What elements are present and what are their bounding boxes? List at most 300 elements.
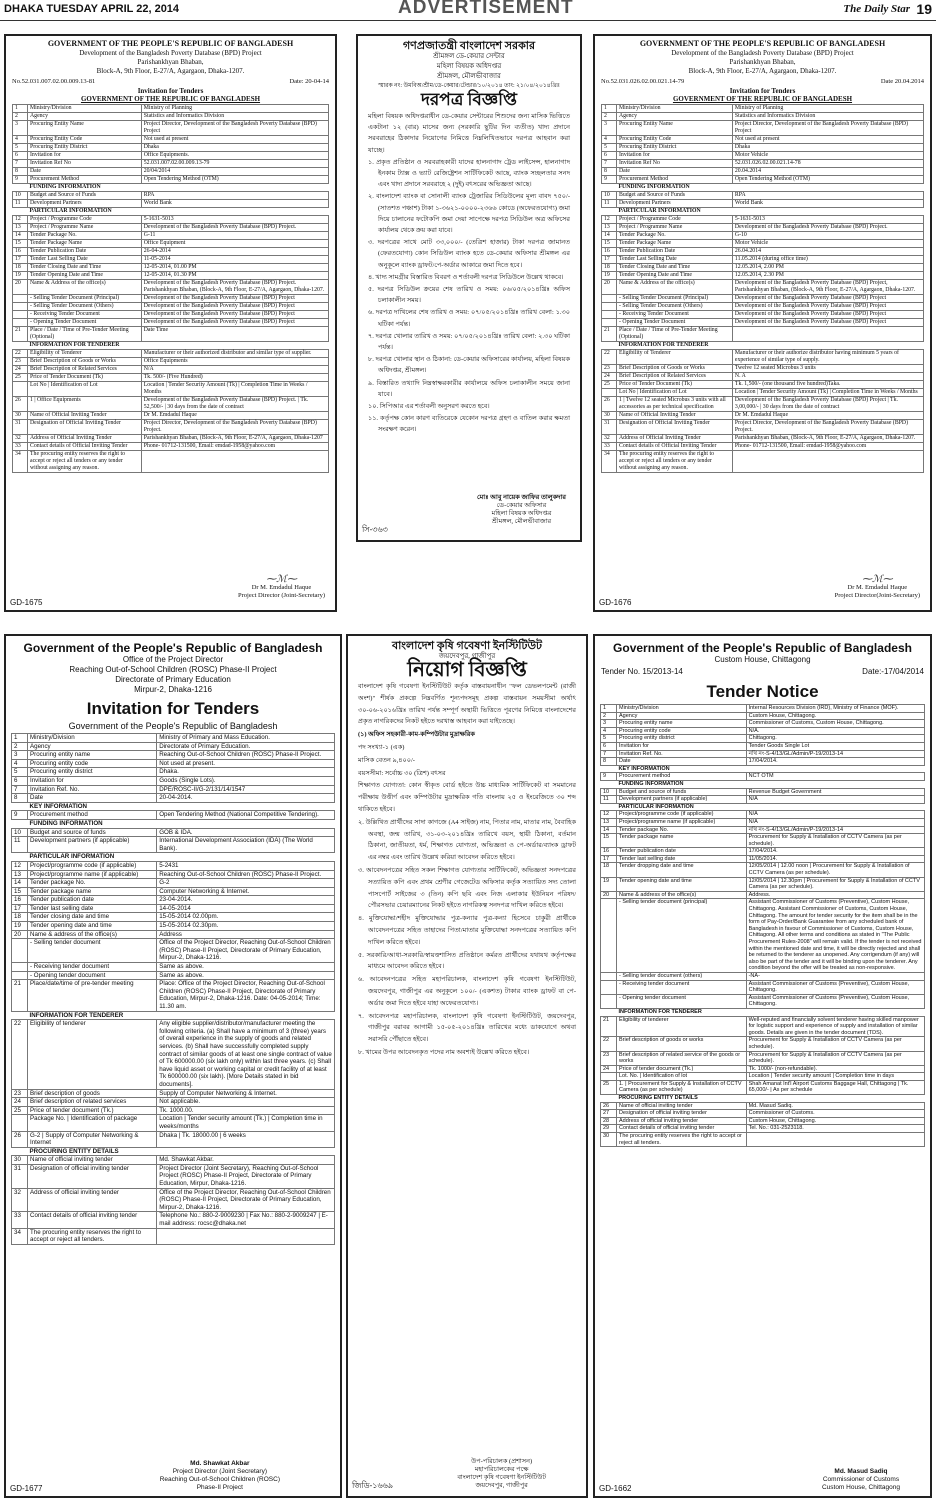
row-number: 20	[13, 280, 28, 295]
table-row	[602, 435, 924, 443]
table-row	[602, 350, 924, 365]
row-number: 32	[602, 435, 617, 443]
row-number: 16	[602, 248, 617, 256]
row-number: 25	[12, 1106, 28, 1115]
row-number: 21	[12, 980, 28, 1011]
signer-title: Project Director (Joint Secretary)	[172, 1468, 267, 1475]
row-value: 12-05-2014, 01.30 PM	[141, 272, 328, 280]
row-number: 6	[601, 742, 617, 750]
row-label: Brief Description of Related Services	[617, 373, 733, 381]
row-number: 3	[12, 751, 28, 760]
table-row	[601, 712, 925, 720]
table-row	[602, 311, 924, 319]
table-row	[13, 327, 329, 342]
row-value: G-10	[732, 232, 923, 240]
row-label: Address of Official Inviting Tender	[28, 435, 142, 443]
row-number	[602, 389, 617, 397]
table-row	[602, 192, 924, 200]
row-value: N/A.	[746, 727, 924, 735]
signer-behalf: মহাপরিচালকের পক্ষে	[474, 1466, 529, 1473]
row-label: Designation of official inviting tender	[28, 1164, 157, 1188]
signature-block	[160, 1460, 280, 1492]
list-item: ৬. আবেদনপত্রের সহিত মহাপরিচালক, বাংলাদেশ কৃষি গবেষণা ইনস্টিটিউট, জয়দেবপুর, গাজীপুর এর অনুকূলে ১০০/- (একশত) টাকার ব্যাংক ড্রাফট বা পে-অর্ডার জমা দিতে হইবে যাহা অফেরতযোগ্য।	[358, 976, 576, 1007]
row-value: 5-1631-5013	[732, 216, 923, 224]
row-number: 31	[13, 420, 28, 435]
row-number: 34	[12, 1228, 28, 1244]
row-label: Designation of official inviting tender	[617, 1110, 747, 1118]
ad-rosc-tender	[4, 634, 342, 1498]
row-label: - Selling Tender Document (Others)	[617, 303, 733, 311]
row-number: 4	[13, 136, 28, 144]
intro-paragraph: মহিলা বিষয়ক অধিদপ্তরাধীন ডে-কেয়ার সেন্টারের শিশুদের জন্য মাসিক ভিত্তিতে একটানা ১২ (বার) মাসের জন্য (সরকারি ছুটির দিন ব্যতীত) খাদ্য প্রদানে সরবরাহের ঠিকাদার নিয়োগের নিমিত্তে নিম্নলিখিতভাবে দরপত্র আহবান করা যাচ্ছে।	[368, 113, 570, 154]
row-value: Ministry of Planning	[141, 105, 328, 113]
row-label: Procuring Entity District	[617, 144, 733, 152]
table-row	[602, 295, 924, 303]
table-row	[602, 412, 924, 420]
row-value: Dr M. Emdadul Haque	[141, 412, 328, 420]
gov-name: Government of the People's Republic of Bangladesh	[23, 641, 323, 655]
row-number: 10	[13, 192, 28, 200]
table-row	[12, 785, 335, 794]
row-label: KEY INFORMATION	[617, 765, 747, 773]
row-number: 7	[12, 785, 28, 794]
row-label: Date	[28, 794, 157, 803]
row-value: Not used at present.	[157, 759, 335, 768]
row-value: Phone- 01712-131500, Email: emdad-1958@yahoo.com	[732, 443, 923, 451]
row-number: 23	[601, 1051, 617, 1065]
row-value: N/A	[141, 366, 328, 374]
table-row	[602, 327, 924, 342]
row-number: 15	[601, 834, 617, 848]
row-number: 16	[13, 248, 28, 256]
table-row	[602, 136, 924, 144]
row-label: 1 | Office Equipments	[28, 397, 142, 412]
row-value	[732, 451, 923, 473]
table-row	[602, 200, 924, 208]
row-value: Office Equipments.	[141, 152, 328, 160]
table-row	[601, 1016, 925, 1037]
row-number	[602, 342, 617, 350]
section-heading-row	[601, 803, 925, 811]
row-label: Name & Address of the office(s)	[28, 280, 142, 295]
row-value	[732, 327, 923, 342]
row-label: Contact details of Official Inviting Tender	[28, 443, 142, 451]
row-number: 11	[602, 200, 617, 208]
row-number	[602, 184, 617, 192]
row-label: - Selling tender document (principal)	[617, 899, 747, 973]
row-label: INFORMATION FOR TENDERER	[28, 1011, 157, 1020]
row-label: Date	[617, 168, 733, 176]
table-row	[601, 891, 925, 899]
table-row	[13, 435, 329, 443]
row-label: Brief description of goods	[28, 1089, 157, 1098]
row-value: Tk. 1000/- (non-refundable).	[746, 1065, 924, 1073]
row-number	[601, 994, 617, 1008]
table-row	[12, 837, 335, 853]
table-row	[601, 742, 925, 750]
row-value: 12-05-2014, 01.00 PM	[141, 264, 328, 272]
row-value: Development of the Bangladesh Poverty Database (BPD) Project	[732, 303, 923, 311]
signature: ⁓ℳ⁓	[861, 574, 893, 585]
row-label: - Receiving tender document	[617, 980, 747, 994]
row-label: - Selling tender document (others)	[617, 972, 747, 980]
table-row	[12, 811, 335, 820]
row-value: Md. Masud Sadiq.	[746, 1102, 924, 1110]
table-row	[12, 751, 335, 760]
row-value: Dhaka.	[157, 768, 335, 777]
ad-bpd-motor-vehicle	[593, 34, 932, 612]
table-row	[12, 768, 335, 777]
row-label: Tender Package No.	[617, 232, 733, 240]
table-row	[601, 1037, 925, 1051]
table-row	[12, 939, 335, 963]
row-value: 12.05.2014, 2.30 PM	[732, 272, 923, 280]
row-label: Lot No | Identification of Lot	[617, 389, 733, 397]
row-label: G-2 | Supply of Computer Networking & Internet	[28, 1131, 157, 1147]
row-value: 12/05/2014 | 12.30pm | Procurement for Supply & Installation of CCTV Camera (as per schedule).	[746, 877, 924, 891]
table-row	[602, 272, 924, 280]
row-number: 25	[601, 1080, 617, 1094]
table-row	[12, 963, 335, 972]
row-number: 10	[12, 828, 28, 837]
row-label: Invitation for	[28, 152, 142, 160]
row-number: 34	[13, 451, 28, 473]
row-label: - Opening Tender Document	[617, 319, 733, 327]
table-row	[12, 1106, 335, 1115]
row-label: Tender Package Name	[617, 240, 733, 248]
row-number: 33	[12, 1212, 28, 1228]
row-value: 11/05/2014.	[746, 855, 924, 863]
row-number: 19	[601, 877, 617, 891]
row-number	[13, 319, 28, 327]
table-row	[12, 1164, 335, 1188]
row-number: 33	[602, 443, 617, 451]
table-row	[12, 794, 335, 803]
row-label: Lot. No. | Identification of lot	[617, 1073, 747, 1081]
row-label: PROCURING ENTITY DETAILS	[617, 1095, 747, 1103]
row-value: Not used at present	[141, 136, 328, 144]
row-number: 19	[602, 272, 617, 280]
ref-no: No.52.031.026.02.00.021.14-79	[601, 78, 685, 85]
row-value: 11.05.2014 (during office time)	[732, 256, 923, 264]
table-row	[13, 216, 329, 224]
row-label: PARTICULAR INFORMATION	[28, 208, 142, 216]
row-number: 13	[602, 224, 617, 232]
table-row	[12, 879, 335, 888]
row-label: Package No. | Identification of package	[28, 1115, 157, 1131]
row-value: Procurement for Supply & Installation of CCTV Camera (as per schedule).	[746, 1037, 924, 1051]
ad-subtitle: Government of the People's Republic of Bangladesh	[68, 721, 278, 731]
row-label: FUNDING INFORMATION	[28, 819, 157, 828]
row-number	[12, 1115, 28, 1131]
table-row	[12, 861, 335, 870]
row-value: Location | Tender Security Amount (Tk) | Completion Time in Weeks / Months	[141, 382, 328, 397]
table-row	[13, 295, 329, 303]
row-label: - Receiving Tender Document	[617, 311, 733, 319]
row-number: 22	[12, 1020, 28, 1089]
table-row	[13, 105, 329, 113]
row-number	[601, 803, 617, 811]
row-number: 29	[601, 1125, 617, 1133]
row-label: 1. | Procurement for Supply & Installation of CCTV Camera (as per schedule)	[617, 1080, 747, 1094]
row-number: 31	[602, 420, 617, 435]
row-label: Invitation for	[28, 776, 157, 785]
row-label: Designation of Official Inviting Tender	[28, 420, 142, 435]
row-value: Tender Goods Single Lot	[746, 742, 924, 750]
signer-name: Dr M. Emdadul Haque	[847, 584, 908, 591]
table-row	[602, 232, 924, 240]
table-row	[12, 980, 335, 1011]
table-row	[13, 412, 329, 420]
list-item: ৪. খাদ্য সামগ্রীর বিস্তারিত বিবরণ ও শর্তাবলী দরপত্র সিডিউলে উল্লেখ থাকবে।	[368, 273, 564, 281]
table-row	[13, 451, 329, 473]
ad-customs-tender	[593, 634, 932, 1498]
row-value: Project Director, Development of the Bangladesh Poverty Database (BPD) Project.	[141, 420, 328, 435]
row-label: Brief Description of Goods or Works	[617, 365, 733, 373]
row-value: Revenue Budget Government	[746, 788, 924, 796]
row-number: 23	[13, 358, 28, 366]
org-line-1: শ্রীমঙ্গল ডে-কেয়ার সেন্টার	[433, 52, 505, 60]
table-row	[601, 727, 925, 735]
row-label: Project / Programme Name	[28, 224, 142, 232]
org-name: বাংলাদেশ কৃষি গবেষণা ইনস্টিটিউট	[391, 640, 543, 652]
page-number: 19	[916, 1, 932, 17]
row-number	[13, 208, 28, 216]
ad-date: Date:-17/04/2014	[862, 667, 924, 676]
post-count: পদ সংখ্যা-১ (এক)	[358, 743, 405, 751]
table-row	[12, 776, 335, 785]
row-number: 31	[12, 1164, 28, 1188]
row-number	[601, 780, 617, 788]
row-number: 9	[13, 176, 28, 184]
table-row	[602, 168, 924, 176]
tender-no: Tender No. 15/2013-14	[601, 667, 683, 676]
row-label: Tender Publication Date	[617, 248, 733, 256]
row-number	[602, 295, 617, 303]
row-value: Telephone No.: 880-2-9009230 | Fax No.: 880-2-9009247 | E-mail address: rocsc@dhaka.net	[157, 1212, 335, 1228]
row-number: 4	[12, 759, 28, 768]
row-number: 30	[602, 412, 617, 420]
section-heading-row	[13, 342, 329, 350]
list-item: ৮. খামের উপর আবেদনকৃত পদের নাম অবশ্যই উল্লেখ করিতে হইবে।	[358, 1048, 530, 1056]
row-value: Development of the Bangladesh Poverty Database (BPD) Project	[141, 303, 328, 311]
row-label: Eligibility of tenderer	[28, 1020, 157, 1089]
row-value: Dhaka | Tk. 18000.00 | 6 weeks	[157, 1131, 335, 1147]
row-label: Address of official inviting tender	[617, 1117, 747, 1125]
section-heading-row	[602, 208, 924, 216]
row-value: Office Equipments	[141, 358, 328, 366]
row-label: Eligibility of Tenderer	[617, 350, 733, 365]
row-label: Invitation for	[617, 152, 733, 160]
row-label: Procuring Entity Name	[28, 121, 142, 136]
table-row	[602, 365, 924, 373]
table-row	[602, 319, 924, 327]
ad-header	[595, 36, 930, 76]
table-row	[13, 248, 329, 256]
row-number: 22	[13, 350, 28, 358]
row-value: Shah Amanat Int'l Airport Customs Baggage Hall, Chittagong | Tk. 65,000/- | As per schedule	[746, 1080, 924, 1094]
signer-org: Custom House, Chittagong	[821, 1484, 900, 1491]
row-value	[746, 1008, 924, 1016]
row-value: Project Director (Joint Secretary), Reaching Out-of-School Project (ROSC) Phase-II Project, Directorate of Primary Education, Mirpur, Dhaka-1216.	[157, 1164, 335, 1188]
row-value: Same as above.	[157, 963, 335, 972]
table-row	[601, 994, 925, 1008]
row-label: Brief Description of Related Services	[28, 366, 142, 374]
ad-subtitle: GOVERNMENT OF THE REPUBLIC OF BANGLADESH	[80, 95, 261, 103]
row-label: Project/programme name (if applicable)	[617, 818, 747, 826]
table-row	[12, 1115, 335, 1131]
ad-body	[358, 109, 580, 439]
row-label: Contact details of official inviting tender	[617, 1125, 747, 1133]
row-label: Tender Package No.	[28, 232, 142, 240]
table-row	[601, 811, 925, 819]
signer-org: মহিলা বিষয়ক অধিদপ্তর	[491, 510, 552, 517]
row-number	[601, 1008, 617, 1016]
row-number	[13, 311, 28, 319]
row-value: 52.031.007.02.00.009.13-79	[141, 160, 328, 168]
row-label: - Opening tender document	[617, 994, 747, 1008]
ad-code: GD-1677	[10, 1484, 43, 1493]
signature-block	[835, 576, 920, 600]
row-value: Development of the Bangladesh Poverty Database (BPD) Project.	[732, 224, 923, 232]
table-row	[601, 834, 925, 848]
list-item: ৫. সরকারি/আধা-সরকারি/স্বায়ত্তশাসিত প্রতিষ্ঠানে কর্মরত প্রার্থীদের যথাযথ কর্তৃপক্ষের মাধ্যমে আবেদন করিতে হইবে।	[358, 951, 576, 971]
row-value: 26.04.2014	[732, 248, 923, 256]
row-label: Procurement Method	[28, 176, 142, 184]
row-value	[157, 819, 335, 828]
row-number	[12, 1147, 28, 1156]
signer-name: Md. Shawkat Akbar	[190, 1460, 250, 1467]
row-number: 9	[601, 773, 617, 781]
row-label: - Selling Tender Document (Others)	[28, 303, 142, 311]
table-row	[601, 788, 925, 796]
ad-bpd-office-equipment	[4, 34, 337, 612]
row-number	[601, 980, 617, 994]
row-value: Tel. No.: 031-2523118.	[746, 1125, 924, 1133]
row-number: 5	[12, 768, 28, 777]
row-label: Procuring Entity Code	[617, 136, 733, 144]
address: Block-A, 9th Floor, E-27/A, Agargaon, Dhaka-1207.	[688, 67, 837, 75]
row-label: Agency	[617, 113, 733, 121]
row-label: Tender last selling date	[28, 904, 157, 913]
section-heading-row	[12, 853, 335, 862]
row-label: Address of Official Inviting Tender	[617, 435, 733, 443]
ad-title: নিয়োগ বিজ্ঞপ্তি	[407, 659, 527, 681]
table-row	[601, 980, 925, 994]
row-value: Ministry of Planning	[732, 105, 923, 113]
row-label: Tender dropping date and time	[617, 863, 747, 877]
row-value: Motor Vehicle	[732, 152, 923, 160]
table-row	[12, 759, 335, 768]
ad-date: Date 20.04.2014	[880, 78, 924, 85]
row-number: 22	[602, 350, 617, 365]
row-value: Development of the Bangladesh Poverty Database (BPD) Project. Parishankhyan Bhaban, (Block-A, 9th Floor, E-27/A, Agargaon, Dhaka-1207.	[141, 280, 328, 295]
signer-place: জয়দেবপুর, গাজীপুর	[475, 1482, 528, 1489]
table-row	[602, 397, 924, 412]
row-label: Price of Tender Document (Tk)	[28, 374, 142, 382]
table-row	[13, 350, 329, 358]
row-value: Development of the Bangladesh Poverty Database (BPD) Project	[141, 319, 328, 327]
list-item: ৬. দরপত্র দাখিলের শেষ তারিখ ও সময়: ০৭/০৫/২০১৪খ্রিঃ তারিখ বেলা: ১.৩০ ঘটিকা পর্যন্ত।	[368, 309, 570, 328]
gov-name: GOVERNMENT OF THE PEOPLE'S REPUBLIC OF BANGLADESH	[639, 39, 886, 48]
row-label: Price of Tender Document (Tk)	[617, 381, 733, 389]
row-value	[732, 208, 923, 216]
row-number: 12	[13, 216, 28, 224]
ad-header	[348, 636, 586, 681]
row-number	[13, 382, 28, 397]
section-heading-row	[602, 184, 924, 192]
row-value: 5-1631-5013	[141, 216, 328, 224]
table-row	[13, 176, 329, 184]
row-value: Phone- 01712-131500, Email: emdad-1958@yahoo.com	[141, 443, 328, 451]
row-label: Procuring Entity District	[28, 144, 142, 152]
ad-header	[358, 36, 580, 109]
row-value: Open Tendering Method (OTM)	[141, 176, 328, 184]
row-number: 1	[13, 105, 28, 113]
table-row	[13, 160, 329, 168]
row-label: Procuring entity district	[28, 768, 157, 777]
row-number: 8	[601, 758, 617, 766]
signer-name: উপ-পরিচালক (প্রশাসন)	[471, 1458, 533, 1465]
intro-paragraph: বাংলাদেশ কৃষি গবেষণা ইনস্টিটিউট কর্তৃক বাস্তবায়নাধীন "ফল ডেভলপমেন্ট (রাজী অংশ)" শীর্ষক প্রকল্পে নিম্নবর্ণিত শূন্যপদসমূহ প্রকল্প বাস্তবায়ন সময়সীমা অর্থাৎ ৩০-০৬-২০১৬খ্রিঃ তারিখ পর্যন্ত সম্পূর্ণ অস্থায়ী ভিত্তিতে পূরণের নিমিত্তে বাংলাদেশের প্রকৃত নাগরিকদের নিকট হইতে দরখাস্ত আহবান করা যাইতেছে।	[358, 683, 576, 726]
paper-logo: The Daily Star	[843, 3, 910, 15]
table-row	[13, 374, 329, 382]
row-number: 32	[13, 435, 28, 443]
row-value: Development of the Bangladesh Poverty Database (BPD) Project	[732, 311, 923, 319]
qualification: শিক্ষাগত যোগ্যতা: কোন স্বীকৃত বোর্ড হইতে উচ্চ মাধ্যমিক সার্টিফিকেট বা সমমানের পরীক্ষায় উত্তীর্ণ এবং কম্পিউটার মুদ্রাক্ষরিক গতি বাংলায় ২৫ ও ইংরেজিতে ৩০ শব্দ থাকিতে হইবে।	[358, 782, 576, 813]
row-value: Custom House, Chittagong.	[746, 712, 924, 720]
row-value: Well-reputed and financially solvent tenderer having skilled manpower for logistic support and experience of supply and installation of similar goods. Details are given in the tender document (TDS).	[746, 1016, 924, 1037]
row-value: Assistant Commissioner of Customs (Preventive), Custom House, Chittagong.	[746, 994, 924, 1008]
table-row	[602, 176, 924, 184]
row-value: DPE/ROSC-II/G-2/131/14/1547	[157, 785, 335, 794]
tender-table	[600, 704, 925, 1147]
row-number: 10	[601, 788, 617, 796]
row-value: Motor Vehicle	[732, 240, 923, 248]
signer-name: Md. Masud Sadiq	[834, 1468, 888, 1475]
row-label: Date	[28, 168, 142, 176]
row-label: Invitation Ref No	[617, 160, 733, 168]
row-label: Lot No | Identification of Lot	[28, 382, 142, 397]
table-row	[13, 192, 329, 200]
ref-no: স্মারক নং: উমবিঅ/শ্রীম/ডে-কেয়ার/টেন্ডার/১০/২০১৪ তাং: ২১/০৪/২০১৪খ্রিঃ	[377, 83, 561, 89]
row-label: Name of Official Inviting Tender	[617, 412, 733, 420]
row-number	[601, 1073, 617, 1081]
row-number: 30	[601, 1133, 617, 1147]
row-number	[601, 765, 617, 773]
table-row	[602, 303, 924, 311]
row-value: 11-05-2014	[141, 256, 328, 264]
row-value: World Bank	[141, 200, 328, 208]
table-row	[12, 930, 335, 939]
row-value: Computer Networking & Internet.	[157, 887, 335, 896]
row-number: 1	[12, 734, 28, 743]
row-value: Location | Tender Security Amount (Tk) | Completion Time in Weeks / Months	[732, 389, 923, 397]
row-number: 15	[13, 240, 28, 248]
row-number: 20	[601, 891, 617, 899]
row-number: 11	[13, 200, 28, 208]
row-number: 13	[13, 224, 28, 232]
row-label: The procuring entity reserves the right to accept or reject all tenders.	[28, 1228, 157, 1244]
list-item: ২. বাংলাদেশ ব্যাংক বা সোনালী ব্যাংক ট্রেজারির সিডিউলের মূল্য বাবদ ৭৫০/- (সাতশত পঞ্চাশ) টাকা ১-৩৬২১-০০০০-২৩৬৬ কোডে (অফেরতযোগ্য) জমা দিয়ে চালানের ফটোকপি জমা দেয়া সাপেক্ষে দরপত্র সিডিউল অত্র অফিসের কার্যালয় থেকে ক্রয় করা যাবে।	[368, 193, 570, 235]
table-row	[601, 1073, 925, 1081]
table-row	[602, 144, 924, 152]
row-number: 16	[12, 896, 28, 905]
gov-name: গণপ্রজাতন্ত্রী বাংলাদেশ সরকার	[402, 40, 536, 52]
table-row	[12, 1228, 335, 1244]
row-label: Development Partners	[28, 200, 142, 208]
row-label: Tender publication date	[28, 896, 157, 905]
